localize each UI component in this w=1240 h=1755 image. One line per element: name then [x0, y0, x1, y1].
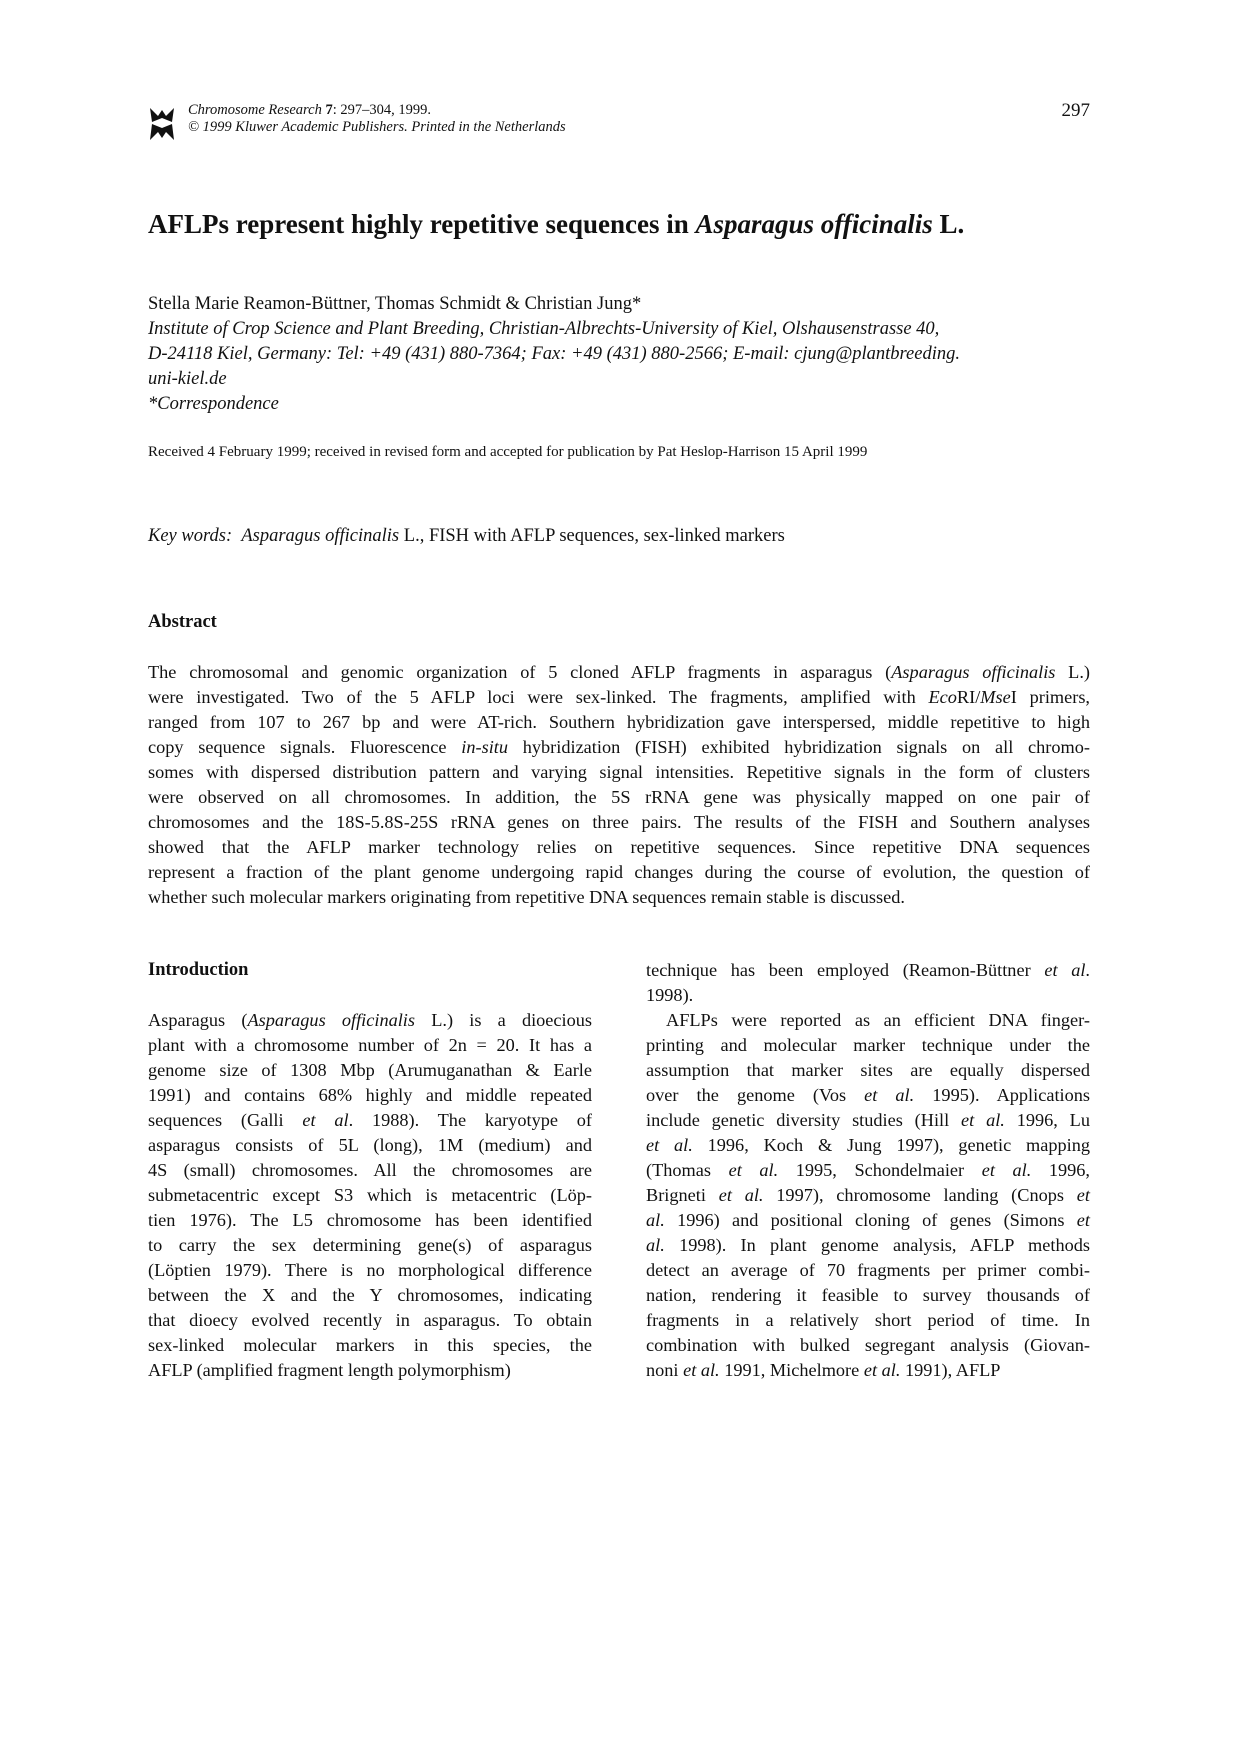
text-line: chromosomes and the 18S-5.8S-25S rRNA genes on three pairs. The results of the FISH and Southern analyses [148, 812, 1090, 832]
text-line: detect an average of 70 fragments per primer combi- [646, 1260, 1090, 1280]
text-line: plant with a chromosome number of 2n = 20. It has a [148, 1035, 592, 1055]
text-line: (Löptien 1979). There is no morphological difference [148, 1260, 592, 1280]
text-line: al. 1998). In plant genome analysis, AFLP methods [646, 1235, 1090, 1255]
intro-paragraph-1-continued [646, 958, 1090, 1008]
text-line: were investigated. Two of the 5 AFLP loci were sex-linked. The fragments, amplified with EcoRI/MseI primers, [148, 687, 1090, 707]
affiliation-line-1: Institute of Crop Science and Plant Breeding, Christian-Albrechts-University of Kiel, Olshausenstrasse 40, [148, 319, 940, 339]
text-line: nation, rendering it feasible to survey thousands of [646, 1285, 1090, 1305]
text-line: assumption that marker sites are equally dispersed [646, 1060, 1090, 1080]
text-line: were observed on all chromosomes. In addition, the 5S rRNA gene was physically mapped on one pair of [148, 787, 1090, 807]
journal-name: Chromosome Research [188, 102, 322, 118]
text-line: ranged from 107 to 267 bp and were AT-rich. Southern hybridization gave interspersed, middle repetitive to high [148, 712, 1090, 732]
text-line: over the genome (Vos et al. 1995). Applications [646, 1085, 1090, 1105]
text-line: AFLP (amplified fragment length polymorphism) [148, 1360, 511, 1380]
text-line: al. 1996) and positional cloning of genes (Simons et [646, 1210, 1090, 1230]
title-part1: AFLPs represent highly repetitive sequences in [148, 209, 696, 239]
text-line: whether such molecular markers originating from repetitive DNA sequences remain stable is discussed. [148, 887, 905, 907]
text-line: to carry the sex determining gene(s) of asparagus [148, 1235, 592, 1255]
text-line: The chromosomal and genomic organization of 5 cloned AFLP fragments in asparagus (Asparagus officinalis L.) [148, 662, 1090, 682]
text-line: submetacentric except S3 which is metacentric (Löp- [148, 1185, 592, 1205]
text-line: asparagus consists of 5L (long), 1M (medium) and [148, 1135, 592, 1155]
text-line: printing and molecular marker technique under the [646, 1035, 1090, 1055]
intro-paragraph-2 [646, 1008, 1090, 1383]
text-line: represent a fraction of the plant genome undergoing rapid changes during the course of evolution, the question of [148, 862, 1090, 882]
text-line: et al. 1996, Koch & Jung 1997), genetic mapping [646, 1135, 1090, 1155]
running-header [148, 100, 1090, 145]
text-line: include genetic diversity studies (Hill et al. 1996, Lu [646, 1110, 1090, 1130]
title-part2: L. [932, 209, 965, 239]
text-line: fragments in a relatively short period of time. In [646, 1310, 1090, 1330]
introduction-heading: Introduction [148, 960, 249, 980]
text-line: that dioecy evolved recently in asparagus. To obtain [148, 1310, 592, 1330]
text-line: 1991) and contains 68% highly and middle repeated [148, 1085, 592, 1105]
author-list: Stella Marie Reamon-Büttner, Thomas Schmidt & Christian Jung* [148, 294, 642, 314]
text-line: sex-linked molecular markers in this species, the [148, 1335, 592, 1355]
keywords-rest: L., FISH with AFLP sequences, sex-linked markers [399, 526, 785, 546]
text-line: sequences (Galli et al. 1988). The karyotype of [148, 1110, 592, 1130]
intro-paragraph-1 [148, 1008, 592, 1383]
affiliation-line-3: uni-kiel.de [148, 369, 227, 389]
text-line: AFLPs were reported as an efficient DNA finger- [666, 1010, 1090, 1030]
affiliation [148, 317, 1098, 417]
abstract-body [148, 660, 1090, 910]
text-line: (Thomas et al. 1995, Schondelmaier et al. 1996, [646, 1160, 1090, 1180]
page-number: 297 [1061, 100, 1090, 121]
article-title [148, 207, 1108, 241]
journal-pages: : 297–304, 1999. [332, 102, 431, 118]
journal-volume: 7 [325, 102, 333, 118]
abstract-heading: Abstract [148, 612, 217, 632]
text-line: Asparagus (Asparagus officinalis L.) is a dioecious [148, 1010, 593, 1030]
text-line: showed that the AFLP marker technology relies on repetitive sequences. Since repetitive DNA sequences [148, 837, 1090, 857]
text-line: combination with bulked segregant analysis (Giovan- [646, 1335, 1090, 1355]
keywords-species: Asparagus officinalis [241, 526, 400, 546]
introduction-left-column [148, 1008, 592, 1383]
text-line: noni et al. 1991, Michelmore et al. 1991), AFLP [646, 1360, 1001, 1380]
text-line: Brigneti et al. 1997), chromosome landing (Cnops et [646, 1185, 1090, 1205]
keywords [148, 524, 785, 548]
received-dates: Received 4 February 1999; received in revised form and accepted for publication by Pat Heslop-Harrison 15 April 1999 [148, 444, 868, 460]
text-line: tien 1976). The L5 chromosome has been identified [148, 1210, 592, 1230]
introduction-right-column [646, 958, 1090, 1383]
text-line: somes with dispersed distribution pattern and varying signal intensities. Repetitive signals in the form of clusters [148, 762, 1090, 782]
copyright-line: © 1999 Kluwer Academic Publishers. Printed in the Netherlands [188, 119, 566, 135]
text-line: 4S (small) chromosomes. All the chromosomes are [148, 1160, 592, 1180]
text-line: 1998). [646, 985, 694, 1005]
text-line: between the X and the Y chromosomes, indicating [148, 1285, 592, 1305]
text-line: genome size of 1308 Mbp (Arumuganathan & Earle [148, 1060, 592, 1080]
keywords-label: Key words: [148, 526, 233, 546]
text-line: technique has been employed (Reamon-Büttner et al. [646, 960, 1090, 980]
affiliation-line-2: D-24118 Kiel, Germany: Tel: +49 (431) 880-7364; Fax: +49 (431) 880-2566; E-mail: cjung@plantbreeding. [148, 344, 960, 364]
journal-citation [188, 102, 566, 136]
correspondence-note: *Correspondence [148, 394, 279, 414]
title-species: Asparagus officinalis [695, 209, 933, 239]
text-line: copy sequence signals. Fluorescence in-situ hybridization (FISH) exhibited hybridization signals on all chromo- [148, 737, 1090, 757]
kluwer-logo-icon [148, 106, 176, 142]
